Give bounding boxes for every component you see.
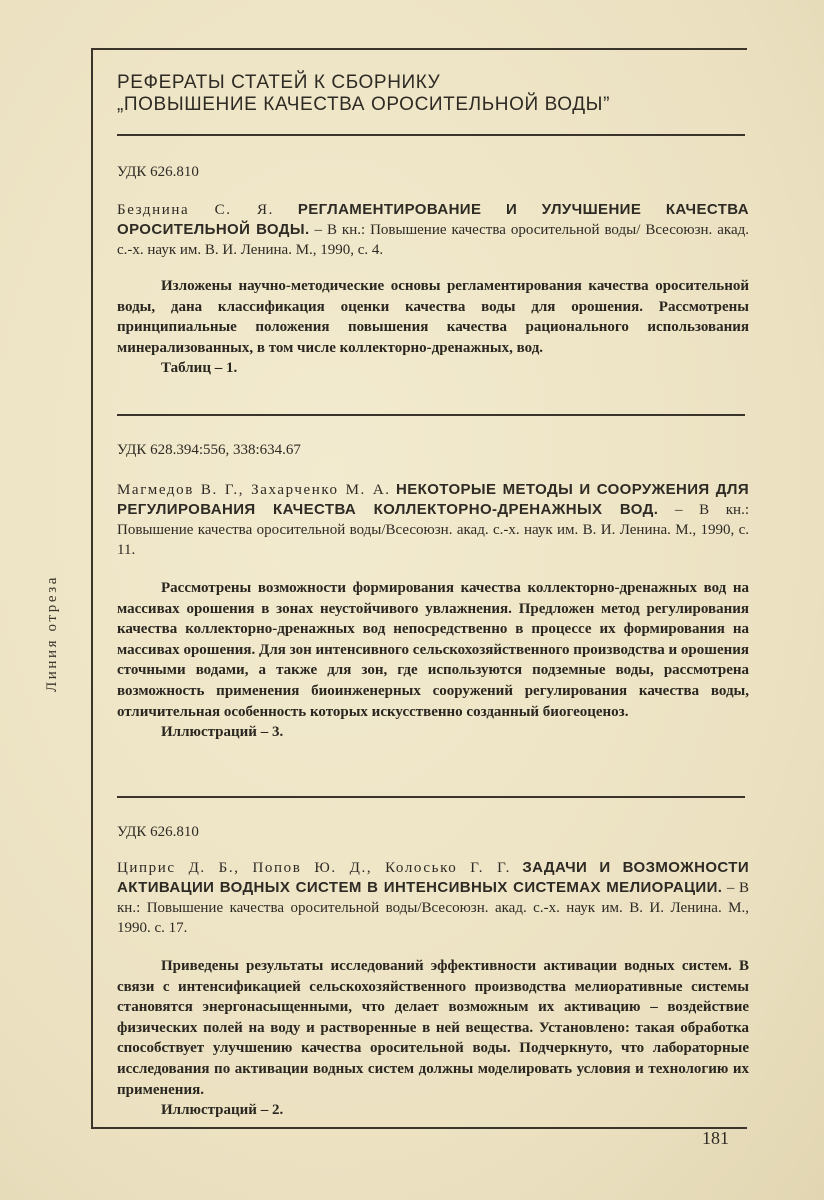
- illustrations-count: Иллюстраций – 3.: [161, 724, 284, 741]
- article-title: РЕГЛАМЕНТИРОВАНИЕ И УЛУЧШЕНИЕ КАЧЕСТВА ОРОСИТЕЛЬНОЙ ВОДЫ.: [117, 201, 750, 238]
- abstract-text: Изложены научно-методические основы регламентирования качества оросительной воды, дана классификация оценки качества воды для орошения. Рассмотрены принципиальные положения повышения качества рационального использования минерализованных, в том числе коллекторно-дренажных, вод.: [117, 278, 749, 356]
- heading-line-1: РЕФЕРАТЫ СТАТЕЙ К СБОРНИКУ: [117, 72, 441, 93]
- abstract: [117, 276, 749, 379]
- divider: [117, 134, 745, 136]
- authors: Магмедов В. Г., Захарченко М. А.: [117, 482, 391, 498]
- reference: [117, 200, 749, 260]
- udk-code: УДК 626.810: [117, 164, 199, 180]
- page-number: 181: [702, 1128, 729, 1148]
- article-title: НЕКОТОРЫЕ МЕТОДЫ И СООРУЖЕНИЯ ДЛЯ РЕГУЛИРОВАНИЯ КАЧЕСТВА КОЛЛЕКТОРНО-ДРЕНАЖНЫХ ВОД.: [117, 481, 750, 518]
- reference: [117, 480, 749, 560]
- authors: Циприс Д. Б., Попов Ю. Д., Колосько Г. Г.: [117, 860, 512, 876]
- abstract: [117, 956, 749, 1121]
- udk-code: УДК 628.394:556, 338:634.67: [117, 442, 301, 458]
- illustrations-count: Таблиц – 1.: [161, 360, 238, 377]
- abstract-text: Рассмотрены возможности формирования качества коллекторно-дренажных вод на массивах орошения в зонах неустойчивого увлажнения. Предложен метод регулирования качества коллекторно-дренажных вод непосредственно в процессе их формирования на массивах орошения. Для зон интенсивного сельскохозяйственного производства и орошения сточными водами, а также для зон, где используются подземные воды, рассмотрена возможность применения биоинженерных сооружений регулирования качества воды, отличительная особенность которых искусственно созданный биогеоценоз.: [117, 580, 749, 720]
- cut-line-label: Линия отреза: [44, 574, 60, 692]
- udk-code: УДК 626.810: [117, 824, 199, 840]
- divider: [117, 796, 745, 798]
- abstract-text: Приведены результаты исследований эффективности активации водных систем. В связи с интенсификацией сельскохозяйственного производства мелиоративные системы становятся энергонасыщенными, что делает возможным их активацию – воздействие физических полей на воду и растворенные в ней вещества. Установлено: такая обработка способствует улучшению качества оросительной воды. Подчеркнуто, что лабораторные исследования по активации водных систем должны моделировать условия и технологию их применения.: [117, 958, 749, 1098]
- reference: [117, 858, 749, 938]
- abstract: [117, 578, 749, 743]
- source: – В кн.: Повышение качества оросительной воды/Всесоюзн. акад. с.-х. наук им. В. И. Ленина. М., 1990. с. 17.: [117, 880, 749, 936]
- divider: [117, 414, 745, 416]
- illustrations-count: Иллюстраций – 2.: [161, 1102, 284, 1119]
- source: – В кн.: Повышение качества оросительной воды/Всесоюзн. акад. с.-х. наук им. В. И. Ленина. М., 1990, с. 11.: [117, 502, 749, 558]
- source: – В кн.: Повышение качества оросительной воды/ Всесоюзн. акад. с.-х. наук им. В. И. Ленина. М., 1990, с. 4.: [117, 222, 749, 258]
- collection-heading: [117, 72, 737, 116]
- authors: Безднина С. Я.: [117, 202, 274, 218]
- article-title: ЗАДАЧИ И ВОЗМОЖНОСТИ АКТИВАЦИИ ВОДНЫХ СИСТЕМ В ИНТЕНСИВНЫХ СИСТЕМАХ МЕЛИОРАЦИИ.: [117, 859, 749, 896]
- heading-line-2: „ПОВЫШЕНИЕ КАЧЕСТВА ОРОСИТЕЛЬНОЙ ВОДЫ”: [117, 94, 611, 115]
